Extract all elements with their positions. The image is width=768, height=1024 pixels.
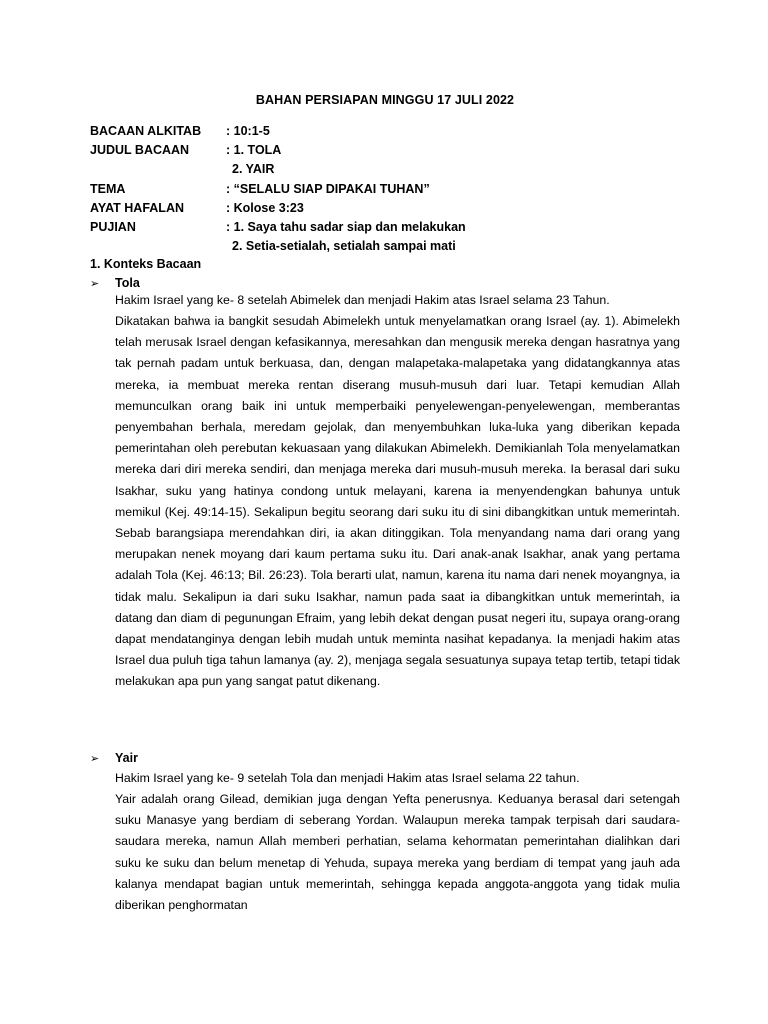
meta-label-tema: TEMA: [90, 181, 126, 196]
meta-row-pujian-cont: [90, 237, 680, 256]
bullet-heading-tola: Tola: [115, 276, 140, 290]
meta-row-ayat: [90, 199, 680, 218]
meta-row-judul: [90, 141, 680, 160]
bullet-yair: [90, 749, 138, 769]
paragraph-tola-body: Dikatakan bahwa ia bangkit sesudah Abimelekh untuk menyelamatkan orang Israel (ay. 1). Abimelekh telah merusak Israel dengan kefasikannya, meresahkan dan mengusik mereka dengan hasratnya yang tak pernah padam untuk berkuasa, dan, dengan malapetaka-malapetaka yang didatangkannya atas mereka, ia membuat mereka rentan diserang musuh-musuh dari luar. Tetapi kemudian Allah memunculkan orang baik ini untuk memperbaiki penyelewengan-penyelewengan, memberantas penyembahan berhala, meredam gejolak, dan menyembuhkan luka-luka yang diberikan kepada pemerintahan oleh perebutan kekuasaan yang dilakukan Abimelekh. Demikianlah Tola menyelamatkan mereka dari diri mereka sendiri, dan menjaga mereka dari musuh-musuh mereka. Ia berasal dari suku Isakhar, suku yang hatinya condong untuk melayani, karena ia menyendengkan bahunya untuk memikul (Kej. 49:14-15). Sekalipun begitu seorang dari suku itu di sini dibangkitkan untuk memerintah. Sebab barangsiapa merendahkan diri, ia akan ditinggikan. Tola menyandang nama dari orang yang merupakan nenek moyang dari kaum pertama suku itu. Dari anak-anak Isakhar, anak yang pertama adalah Tola (Kej. 46:13; Bil. 26:23). Tola berarti ulat, namun, karena itu nama dari nenek moyangnya, ia tidak malu. Sekalipun ia dari suku Isakhar, namun pada saat ia dibangkitkan untuk memerintah, ia datang dan diam di pegunungan Efraim, yang lebih dekat dengan pusat negeri itu, supaya orang-orang dapat mendatanginya dengan lebih mudah untuk meminta nasihat kepadanya. Ia menjadi hakim atas Israel dua puluh tiga tahun lamanya (ay. 2), menjaga segala sesuatunya supaya tetap tertib, tetapi tidak melakukan apa pun yang sangat patut dikenang.: [115, 314, 680, 689]
meta-value-ayat: : Kolose 3:23: [226, 200, 304, 215]
meta-label-pujian: PUJIAN: [90, 219, 136, 234]
paragraph-yair-intro: Hakim Israel yang ke- 9 setelah Tola dan menjadi Hakim atas Israel selama 22 tahun.: [115, 771, 580, 785]
meta-value-pujian-1: : 1. Saya tahu sadar siap dan melakukan: [226, 219, 466, 234]
meta-row-bacaan: [90, 122, 680, 141]
metadata-block: [90, 122, 680, 256]
meta-row-judul-cont: [90, 160, 680, 179]
section-heading-konteks: 1. Konteks Bacaan: [90, 257, 202, 271]
meta-value-judul-1: : 1. TOLA: [226, 143, 282, 158]
paragraph-yair-body: Yair adalah orang Gilead, demikian juga dengan Yefta penerusnya. Keduanya berasal dari setengah suku Manasye yang berdiam di seberang Yordan. Walaupun mereka tampak terpisah dari saudara-saudara mereka, namun Allah memberi perhatian, selama kehormatan pemerintahan dialihkan dari suku ke suku dan belum menetap di Yehuda, supaya mereka yang berdiam di tempat yang jauh ada kalanya mendapat bagian untuk memerintah, sehingga kepada anggota-anggota yang tidak mulia diberikan penghormatan: [115, 792, 680, 913]
meta-value-bacaan: : 10:1-5: [226, 124, 270, 138]
arrow-bullet-icon: ➢: [90, 278, 100, 290]
document-title: BAHAN PERSIAPAN MINGGU 17 JULI 2022: [255, 93, 515, 107]
meta-value-pujian-2: 2. Setia-setialah, setialah sampai mati: [232, 239, 456, 254]
meta-label-judul: JUDUL BACAAN: [90, 143, 190, 158]
meta-value-tema: : “SELALU SIAP DIPAKAI TUHAN”: [226, 181, 430, 196]
meta-label-bacaan: BACAAN ALKITAB: [90, 124, 202, 138]
meta-row-tema: [90, 180, 680, 199]
document-page: [90, 0, 680, 1024]
meta-value-judul-2: 2. YAIR: [232, 162, 275, 177]
arrow-bullet-icon: ➢: [90, 753, 100, 765]
meta-row-pujian: [90, 218, 680, 237]
bullet-heading-yair: Yair: [115, 751, 138, 765]
paragraph-tola-intro: Hakim Israel yang ke- 8 setelah Abimelek dan menjadi Hakim atas Israel selama 23 Tahun.: [115, 293, 610, 307]
meta-label-ayat: AYAT HAFALAN: [90, 200, 184, 215]
